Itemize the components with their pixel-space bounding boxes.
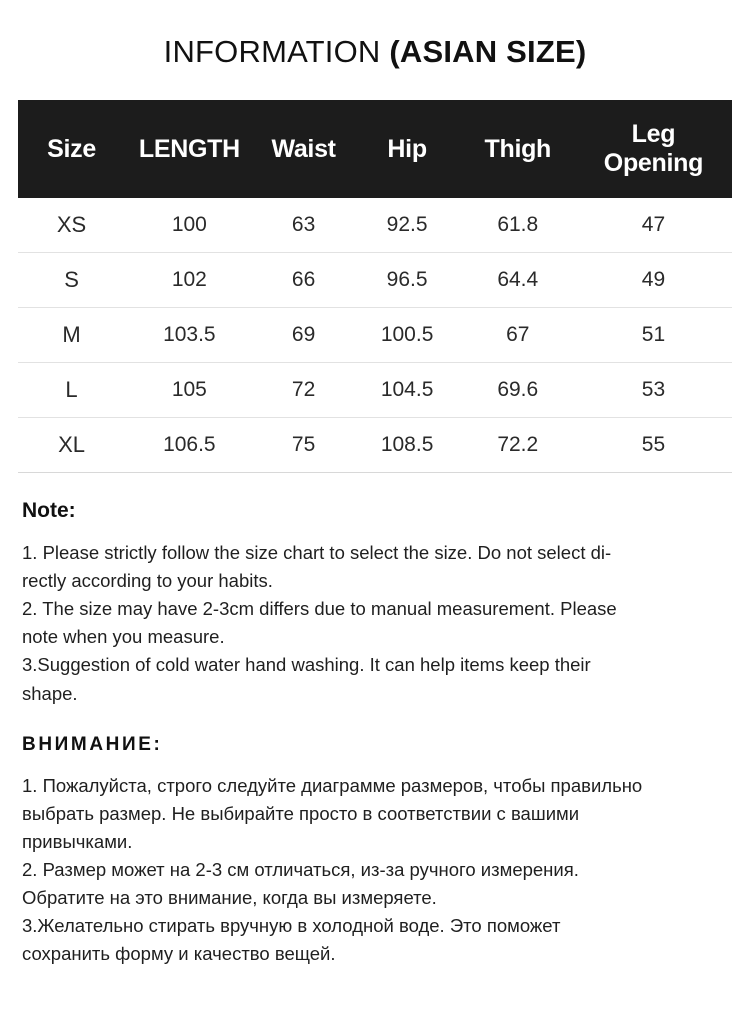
cell-hip: 104.5 (354, 363, 461, 418)
cell-size: M (18, 308, 125, 363)
note-ru-line: 2. Размер может на 2-3 см отличаться, из-за ручного измерения. (22, 858, 579, 880)
cell-size: XL (18, 418, 125, 473)
cell-waist: 69 (254, 308, 354, 363)
cell-leg-opening: 53 (575, 363, 732, 418)
note-ru-line: 3.Желательно стирать вручную в холодной воде. Это поможет (22, 915, 561, 937)
table-row (18, 308, 732, 363)
note-heading: Note: (22, 499, 76, 522)
column-header-hip: Hip (387, 134, 427, 163)
cell-thigh: 64.4 (461, 253, 575, 308)
cell-size: S (18, 253, 125, 308)
cell-length: 100 (125, 198, 254, 253)
cell-thigh: 67 (461, 308, 575, 363)
page-title (18, 34, 732, 70)
cell-hip: 96.5 (354, 253, 461, 308)
note-ru-line: 1. Пожалуйста, строго следуйте диаграмме размеров, чтобы правильно (22, 774, 643, 796)
page-title-plain: INFORMATION (163, 34, 390, 69)
note-line: note when you measure. (22, 626, 225, 648)
column-header-size: Size (47, 134, 96, 163)
page-title-bold: (ASIAN SIZE) (389, 34, 587, 69)
cell-thigh: 72.2 (461, 418, 575, 473)
cell-hip: 108.5 (354, 418, 461, 473)
note-ru-line: привычками. (22, 830, 133, 852)
note-ru-line: Обратите на это внимание, когда вы измеряете. (22, 887, 437, 909)
note-ru-body (22, 772, 728, 969)
table-header (18, 100, 732, 198)
table-body (18, 198, 732, 473)
cell-waist: 66 (254, 253, 354, 308)
column-header-waist: Waist (271, 134, 336, 163)
note-ru-line: сохранить форму и качество вещей. (22, 943, 336, 965)
table-row (18, 253, 732, 308)
cell-hip: 100.5 (354, 308, 461, 363)
cell-thigh: 61.8 (461, 198, 575, 253)
cell-leg-opening: 51 (575, 308, 732, 363)
note-ru-line: выбрать размер. Не выбирайте просто в соответствии с вашими (22, 802, 580, 824)
note-line: 1. Please strictly follow the size chart to select the size. Do not select di- (22, 542, 612, 563)
column-header-thigh: Thigh (484, 134, 552, 163)
cell-length: 105 (125, 363, 254, 418)
cell-waist: 63 (254, 198, 354, 253)
cell-leg-opening: 49 (575, 253, 732, 308)
column-header-leg-opening: Leg Opening (603, 120, 704, 177)
table-row (18, 363, 732, 418)
table-row (18, 418, 732, 473)
cell-length: 103.5 (125, 308, 254, 363)
note-ru-heading: ВНИМАНИЕ: (22, 733, 163, 755)
cell-hip: 92.5 (354, 198, 461, 253)
note-line: 2. The size may have 2-3cm differs due to manual measurement. Please (22, 598, 617, 620)
cell-thigh: 69.6 (461, 363, 575, 418)
table-header-row (18, 100, 732, 198)
cell-size: XS (18, 198, 125, 253)
cell-size: L (18, 363, 125, 418)
note-line: shape. (22, 682, 78, 704)
size-chart-table (18, 100, 732, 473)
size-chart-page (0, 34, 750, 1034)
note-line: rectly according to your habits. (22, 570, 273, 592)
cell-length: 106.5 (125, 418, 254, 473)
cell-length: 102 (125, 253, 254, 308)
note-body (22, 539, 722, 708)
note-line: 3.Suggestion of cold water hand washing. It can help items keep their (22, 654, 591, 676)
cell-leg-opening: 47 (575, 198, 732, 253)
column-header-length: LENGTH (138, 134, 240, 163)
cell-waist: 75 (254, 418, 354, 473)
table-row (18, 198, 732, 253)
cell-waist: 72 (254, 363, 354, 418)
cell-leg-opening: 55 (575, 418, 732, 473)
